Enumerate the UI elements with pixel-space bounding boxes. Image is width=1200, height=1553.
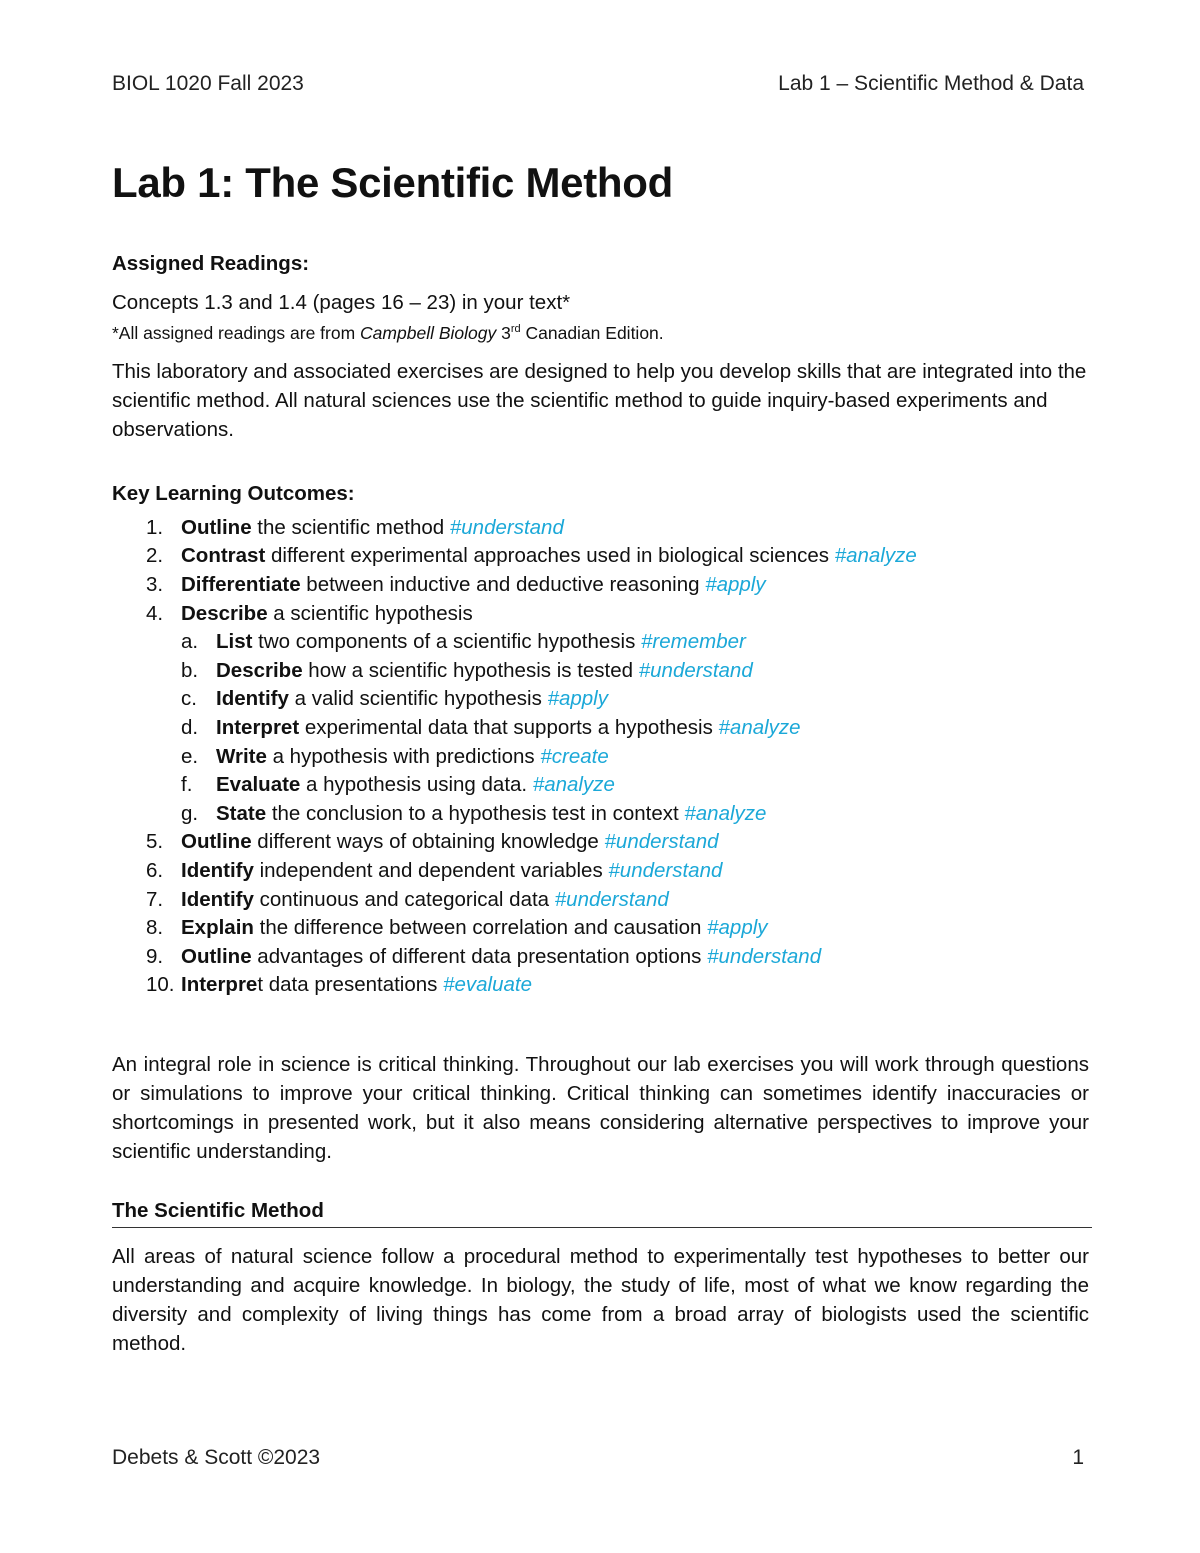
bloom-tag: #apply — [707, 916, 768, 940]
bloom-tag: #understand — [604, 830, 719, 854]
bloom-tag: #analyze — [532, 773, 615, 797]
bloom-tag: #understand — [707, 944, 822, 968]
list-item: 10. Interpret data presentations #evaluate — [146, 973, 533, 997]
bloom-tag: #understand — [638, 658, 753, 682]
list-item: e. Write a hypothesis with predictions #create — [181, 744, 609, 768]
list-item: g. State the conclusion to a hypothesis test in context #analyze — [181, 801, 767, 825]
bloom-tag: #understand — [554, 887, 669, 911]
readings-line: Concepts 1.3 and 1.4 (pages 16 – 23) in your text* — [112, 291, 571, 314]
footer-copyright: Debets & Scott ©2023 — [112, 1446, 321, 1469]
list-item: 9. Outline advantages of different data presentation options #understand — [146, 944, 822, 968]
page-title: Lab 1: The Scientific Method — [112, 159, 673, 206]
list-item: b. Describe how a scientific hypothesis is tested #understand — [181, 658, 753, 682]
list-item: 2. Contrast different experimental approaches used in biological sciences #analyze — [146, 544, 917, 568]
critical-thinking-paragraph: An integral role in science is critical thinking. Throughout our lab exercises you will work through questions or simulations to improve your critical thinking. Critical thinking can sometimes identify inaccuracies or shortcomings in presented work, but it also means considering alternative perspectives to improve your scientific understanding. — [112, 1052, 1089, 1163]
bloom-tag: #analyze — [834, 544, 917, 568]
page-number: 1 — [1072, 1446, 1084, 1469]
list-item: f. Evaluate a hypothesis using data. #analyze — [181, 773, 615, 797]
header-lab-title: Lab 1 – Scientific Method & Data — [778, 72, 1084, 95]
hypothesis-sublist — [112, 628, 1089, 828]
section-heading: The Scientific Method — [112, 1198, 324, 1222]
list-item: 3. Differentiate between inductive and deductive reasoning #apply — [146, 573, 766, 597]
bloom-tag: #analyze — [684, 801, 767, 825]
bloom-tag: #apply — [705, 573, 766, 597]
list-item: 5. Outline different ways of obtaining knowledge #understand — [146, 830, 719, 854]
bloom-tag: #remember — [641, 630, 746, 654]
outcomes-list — [112, 514, 1089, 628]
bloom-tag: #create — [540, 744, 609, 768]
bloom-tag: #understand — [449, 515, 564, 539]
intro-paragraph: This laboratory and associated exercises are designed to help you develop skills that are integrated into the scientific method. All natural sciences use the scientific method to guide inquiry-based experiments and observations. — [112, 359, 1087, 441]
list-item: 8. Explain the difference between correlation and causation #apply — [146, 916, 768, 940]
readings-note: *All assigned readings are from Campbell Biology 3rd Canadian Edition. — [112, 322, 664, 343]
bloom-tag: #apply — [547, 687, 608, 711]
list-item: 7. Identify continuous and categorical data #understand — [146, 887, 669, 911]
list-item: c. Identify a valid scientific hypothesis #apply — [181, 687, 608, 711]
readings-label: Assigned Readings: — [112, 252, 310, 275]
outcomes-label: Key Learning Outcomes: — [112, 481, 355, 505]
page-content — [112, 152, 1089, 1358]
header-course: BIOL 1020 Fall 2023 — [112, 72, 304, 95]
list-item: 1. Outline the scientific method #understand — [146, 515, 564, 539]
bloom-tag: #analyze — [718, 715, 801, 739]
list-item: 4. Describe a scientific hypothesis — [146, 601, 473, 625]
outcomes-list-continued — [112, 828, 1089, 1000]
list-item: d. Interpret experimental data that supports a hypothesis #analyze — [181, 715, 801, 739]
list-item: a. List two components of a scientific hypothesis #remember — [181, 630, 746, 654]
bloom-tag: #understand — [608, 858, 723, 882]
list-item: 6. Identify independent and dependent variables #understand — [146, 858, 723, 882]
section-body: All areas of natural science follow a procedural method to experimentally test hypotheses to better our understanding and acquire knowledge. In biology, the study of life, most of what we know regarding the diversity and complexity of living things has come from a broad array of biologists used the scientific method. — [112, 1244, 1089, 1355]
bloom-tag: #evaluate — [443, 973, 533, 997]
